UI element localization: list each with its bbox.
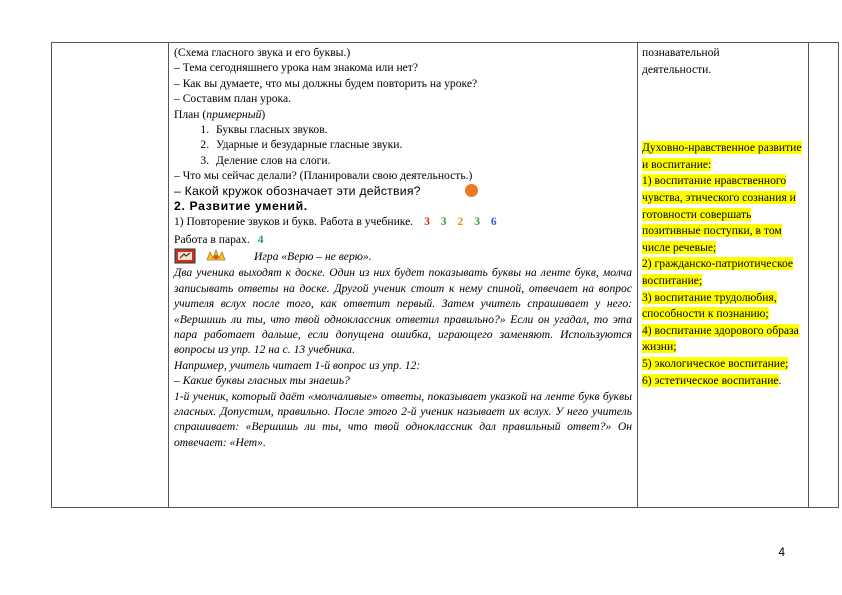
cognitive-line: познавательной: [642, 46, 720, 59]
game-title-line: [174, 247, 632, 265]
values-block: [642, 140, 804, 389]
lesson-number: 3: [440, 215, 447, 229]
topic-question: – Тема сегодняшнего урока нам знакома или нет?: [174, 61, 419, 75]
lesson-table: [51, 42, 839, 508]
page-number: 4: [778, 545, 785, 559]
plan-item: 3. Деление слов на слоги.: [212, 153, 632, 168]
game-title: Игра «Верю – не верю».: [254, 249, 372, 263]
scheme-line: (Схема гласного звука и его буквы.): [174, 46, 351, 59]
values-item: 4) воспитание здорового образа жизни;: [642, 323, 799, 354]
values-item: 1) воспитание нравственного чувства, этического сознания и готовности совершать позитивные поступки, в том числе речевые;: [642, 174, 796, 254]
repeat-question: – Как вы думаете, что мы должны будем повторить на уроке?: [174, 76, 478, 90]
values-item: 3) воспитание трудолюбия, способности к познанию;: [642, 290, 777, 321]
lesson-number: 3: [474, 215, 480, 229]
lesson-number: 4: [257, 232, 264, 246]
game-description: Два ученика выходят к доске. Один из них будет показывать буквы на ленте букв, молча записывать ответы на доске. Другой ученик стоит к нему спиной, отвечает на вопрос учителя вслух после того, как ответит первый. Затем учитель спрашивает у него: «Вершишь ли ты, что твой одноклассник ответил правильно?» Если он угадал, то эта пара работает дальше, если допущена ошибка, играющего заменяют. Используются вопросы из упр. 12 на с. 13 учебника.: [174, 266, 632, 357]
question-line: – Какие буквы гласных ты знаешь?: [174, 374, 350, 388]
lesson-number: 6: [490, 215, 497, 229]
plan-item: 2. Ударные и безударные гласные звуки.: [212, 137, 632, 152]
game-board-icon: [174, 248, 196, 264]
make-plan-line: – Составим план урока.: [174, 92, 292, 106]
lesson-content-cell: [169, 43, 638, 508]
orange-circle-icon: [465, 184, 478, 197]
section-heading: 2. Развитие умений.: [174, 199, 308, 214]
example-line: Например, учитель читает 1-й вопрос из упр. 12:: [174, 358, 421, 372]
lesson-number: 2: [457, 215, 464, 229]
plan-label: План (примерный): [174, 107, 266, 121]
circle-question: – Какой кружок обозначает эти действия?: [174, 184, 632, 199]
table-row: [52, 43, 839, 508]
cognitive-line: деятельности.: [642, 62, 712, 76]
final-paragraph: 1-й ученик, который даёт «молчаливые» ответы, показывает указкой на ленте букв буквы гласных. Допустим, правильно. После этого 2-й ученик называет их вслух. У него учитель спрашивает: «Вершишь ли ты, что твой одноклассник дал правильный ответ?» Он отвечает: «Нет».: [174, 389, 632, 449]
pairs-line: Работа в парах. 4: [174, 232, 264, 246]
values-item: 6) эстетическое воспитание.: [642, 373, 782, 387]
values-heading: Духовно-нравственное развитие и воспитание:: [642, 141, 802, 171]
plan-item: 1. Буквы гласных звуков.: [212, 122, 632, 137]
empty-cell: [809, 43, 839, 508]
empty-stage-cell: [52, 43, 169, 508]
lesson-number: 3: [424, 215, 430, 229]
plan-list: [174, 122, 632, 168]
notes-cell: [638, 43, 809, 508]
values-item: 5) экологическое воспитание;: [642, 356, 789, 370]
activity-question: – Что мы сейчас делали? (Планировали свою деятельность.): [174, 169, 473, 183]
values-item: 2) гражданско-патриотическое воспитание;: [642, 257, 794, 287]
sound-effect-icon: [206, 248, 226, 264]
textbook-work-line: 1) Повторение звуков и букв. Работа в учебнике. 3 3 2 3 6: [174, 215, 497, 229]
